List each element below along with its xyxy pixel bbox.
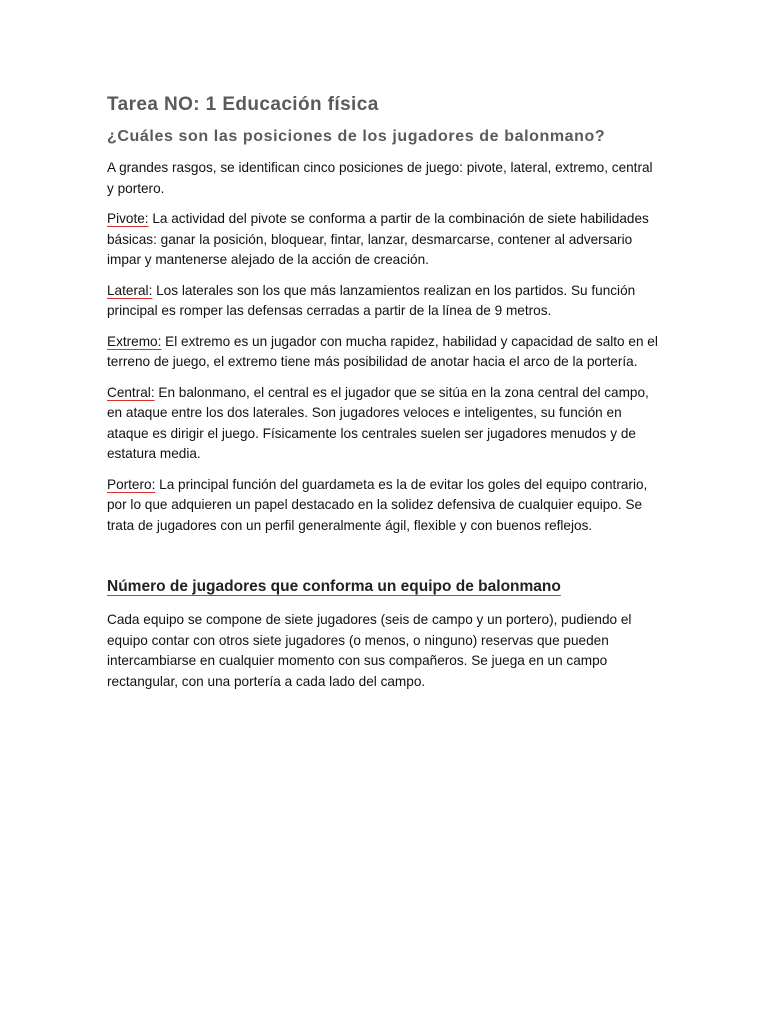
document-title: Tarea NO: 1 Educación física bbox=[107, 94, 379, 115]
position-text-extremo: El extremo es un jugador con mucha rapidez, habilidad y capacidad de salto en el terreno de juego, el extremo tiene más posibilidad de anotar hacia el arco de la portería. bbox=[107, 333, 658, 369]
position-text-lateral: Los laterales son los que más lanzamientos realizan en los partidos. Su función principal es romper las defensas cerradas a partir de la línea de 9 metros. bbox=[107, 282, 636, 318]
position-paragraph-central bbox=[107, 383, 663, 465]
document-subtitle: ¿Cuáles son las posiciones de los jugadores de balonmano? bbox=[107, 128, 606, 145]
document-page bbox=[107, 92, 663, 702]
position-paragraph-pivote bbox=[107, 209, 663, 271]
position-paragraph-lateral bbox=[107, 281, 663, 322]
position-text-portero: La principal función del guardameta es la de evitar los goles del equipo contrario, por lo que adquieren un papel destacado en la solidez defensiva de cualquier equipo. Se trata de jugadores con un perfil generalmente ágil, flexible y con buenos reflejos. bbox=[107, 476, 648, 533]
intro-paragraph: A grandes rasgos, se identifican cinco posiciones de juego: pivote, lateral, extremo, central y portero. bbox=[107, 160, 653, 196]
position-term-pivote: Pivote: bbox=[107, 211, 149, 226]
position-paragraph-extremo bbox=[107, 332, 663, 373]
position-term-portero: Portero: bbox=[107, 476, 156, 492]
position-term-extremo: Extremo: bbox=[107, 333, 162, 349]
position-term-central: Central: bbox=[107, 384, 155, 400]
position-text-central: En balonmano, el central es el jugador que se sitúa en la zona central del campo, en ataque entre los dos laterales. Son jugadores veloces e inteligentes, su función en ataque es dirigir el juego. Físicamente los centrales suelen ser jugadores menudos y de estatura media. bbox=[107, 384, 649, 461]
position-paragraph-portero bbox=[107, 475, 663, 537]
position-term-lateral: Lateral: bbox=[107, 282, 153, 298]
position-text-pivote: La actividad del pivote se conforma a partir de la combinación de siete habilidades básicas: ganar la posición, bloquear, fintar, lanzar, desmarcarse, contener al adversario impar y mantenerse alejado de la acción de creación. bbox=[107, 211, 649, 267]
team-size-paragraph: Cada equipo se compone de siete jugadores (seis de campo y un portero), pudiendo el equipo contar con otros siete jugadores (o menos, o ninguno) reservas que pueden intercambiarse en cualquier momento con sus compañeros. Se juega en un campo rectangular, con una portería a cada lado del campo. bbox=[107, 612, 632, 689]
section-heading-team-size: Número de jugadores que conforma un equipo de balonmano bbox=[107, 578, 561, 595]
